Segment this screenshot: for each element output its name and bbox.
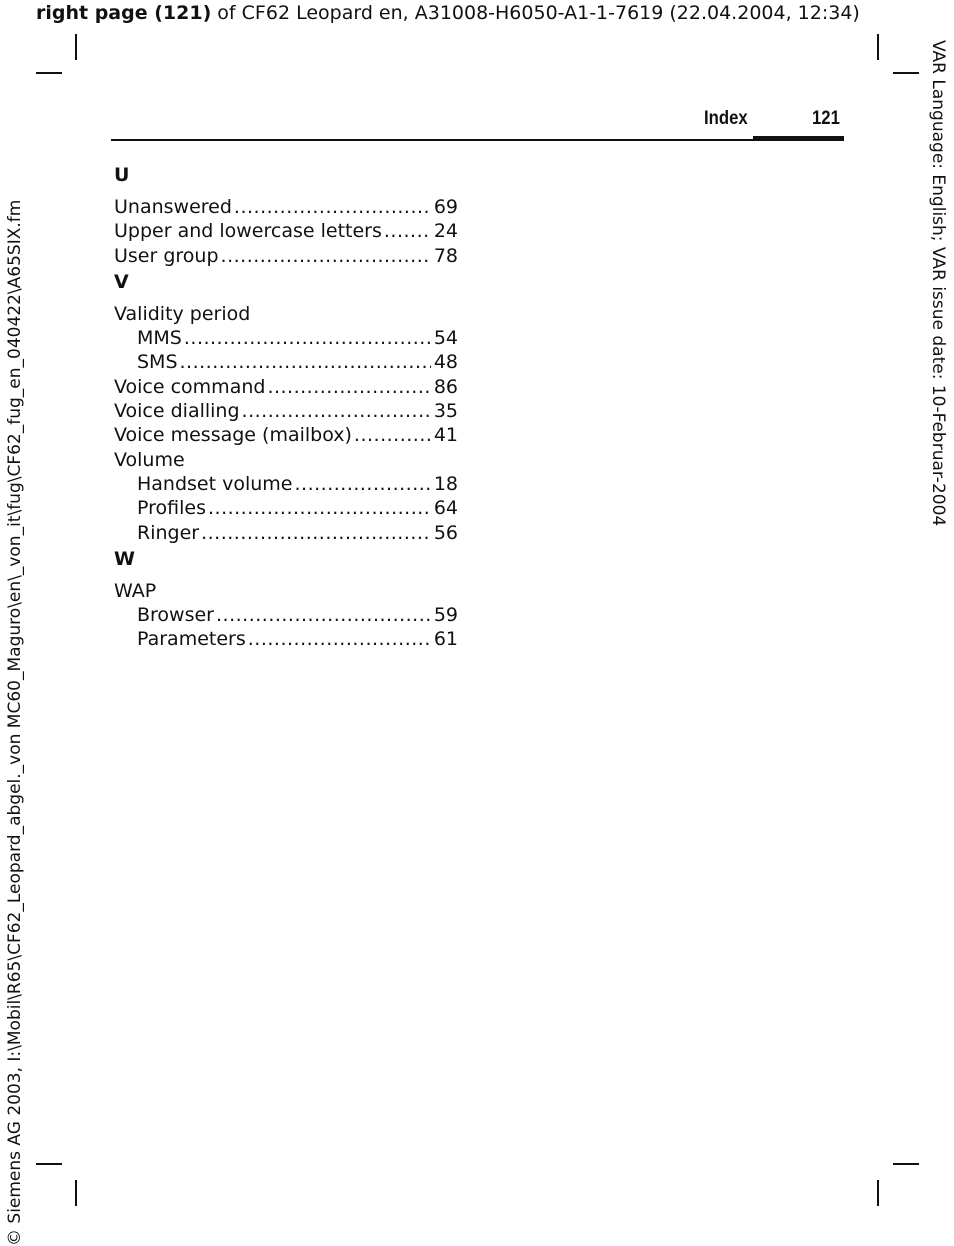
dot-leader: [234, 195, 431, 219]
index-page-number: 59: [433, 604, 458, 627]
index-entry: [114, 195, 458, 219]
crop-mark-bottom-left-h: [36, 1163, 62, 1165]
index-subentry: [114, 496, 458, 520]
index-term: User group: [114, 244, 219, 267]
dot-leader: [180, 350, 431, 374]
index-page-number: 69: [433, 196, 458, 218]
meta-page-label: right page (121): [36, 2, 212, 24]
index-term: MMS: [137, 327, 182, 350]
dot-leader: [208, 496, 431, 520]
index-term: Profiles: [137, 497, 206, 520]
dot-leader: [242, 399, 431, 423]
index-term: Handset volume: [137, 472, 293, 495]
index-entry: [114, 219, 458, 243]
index-subentry: [114, 326, 458, 350]
dot-leader: [248, 627, 431, 651]
crop-mark-bottom-left-v: [75, 1180, 77, 1206]
index-page-number: 64: [433, 497, 458, 520]
index-entry: [114, 579, 458, 603]
index-entry: [114, 302, 458, 326]
crop-mark-top-left-v: [75, 34, 77, 60]
index-page-number: 86: [433, 375, 458, 398]
dot-leader: [267, 375, 430, 399]
index-term: Volume: [114, 448, 185, 471]
dot-leader: [221, 244, 431, 268]
index-entry: [114, 244, 458, 268]
index-entry: [114, 448, 458, 472]
dot-leader: [384, 219, 431, 243]
crop-mark-top-right-h: [893, 72, 919, 74]
index-entry: [114, 399, 458, 423]
page-title: Index: [704, 108, 748, 129]
index-subentry: [114, 603, 458, 627]
index-page-number: 48: [433, 351, 458, 374]
index-page-number: 78: [433, 244, 458, 267]
index-term: Ringer: [137, 521, 200, 544]
crop-mark-top-left-h: [36, 72, 62, 74]
index-term: Unanswered: [114, 196, 232, 218]
index-section-letter: W: [114, 547, 135, 570]
left-margin-path: © Siemens AG 2003, I:\Mobil\R65\CF62_Leopard_abgel._von MC60_Maguro\en\_von_it\fug\CF62_fug_en_040422\A65SIX.fm: [5, 199, 25, 1246]
index-subentry: [114, 521, 458, 545]
crop-mark-bottom-right-h: [893, 1163, 919, 1165]
dot-leader: [354, 423, 431, 447]
index-page-number: 18: [433, 472, 458, 495]
right-margin-language: VAR Language: English; VAR issue date: 10-Februar-2004: [928, 40, 948, 527]
index-page-number: 56: [433, 521, 458, 544]
index-term: Upper and lowercase letters: [114, 220, 382, 243]
index-section-letter: V: [114, 270, 129, 293]
index-page-number: 24: [433, 220, 458, 243]
index-term: Voice message (mailbox): [114, 424, 352, 447]
index-subentry: [114, 627, 458, 651]
index-term: Voice dialling: [114, 400, 240, 423]
crop-mark-top-right-v: [877, 34, 879, 60]
index-term: Voice command: [114, 375, 266, 398]
meta-doc-info: of CF62 Leopard en, A31008-H6050-A1-1-7619 (22.04.2004, 12:34): [211, 2, 860, 24]
dot-leader: [201, 521, 431, 545]
header-rule: [111, 139, 844, 141]
index-term: WAP: [114, 579, 157, 602]
index-entry: [114, 375, 458, 399]
dot-leader: [184, 326, 431, 350]
index-entry: [114, 423, 458, 447]
index-page-number: 41: [433, 424, 458, 447]
index-subentry: [114, 350, 458, 374]
dot-leader: [295, 472, 431, 496]
header-rule-accent: [753, 136, 844, 141]
document-meta-line: [36, 0, 860, 26]
index-term: Validity period: [114, 302, 251, 325]
index-subentry: [114, 472, 458, 496]
page-number: 121: [812, 108, 840, 129]
index-section-letter: U: [114, 164, 130, 186]
index-page-number: 35: [433, 400, 458, 423]
index-term: SMS: [137, 351, 178, 374]
crop-mark-bottom-right-v: [877, 1180, 879, 1206]
index-list: [114, 161, 458, 652]
index-term: Parameters: [137, 628, 246, 651]
dot-leader: [216, 603, 431, 627]
index-page-number: 54: [433, 327, 458, 350]
index-term: Browser: [137, 604, 214, 627]
index-page-number: 61: [433, 628, 458, 651]
